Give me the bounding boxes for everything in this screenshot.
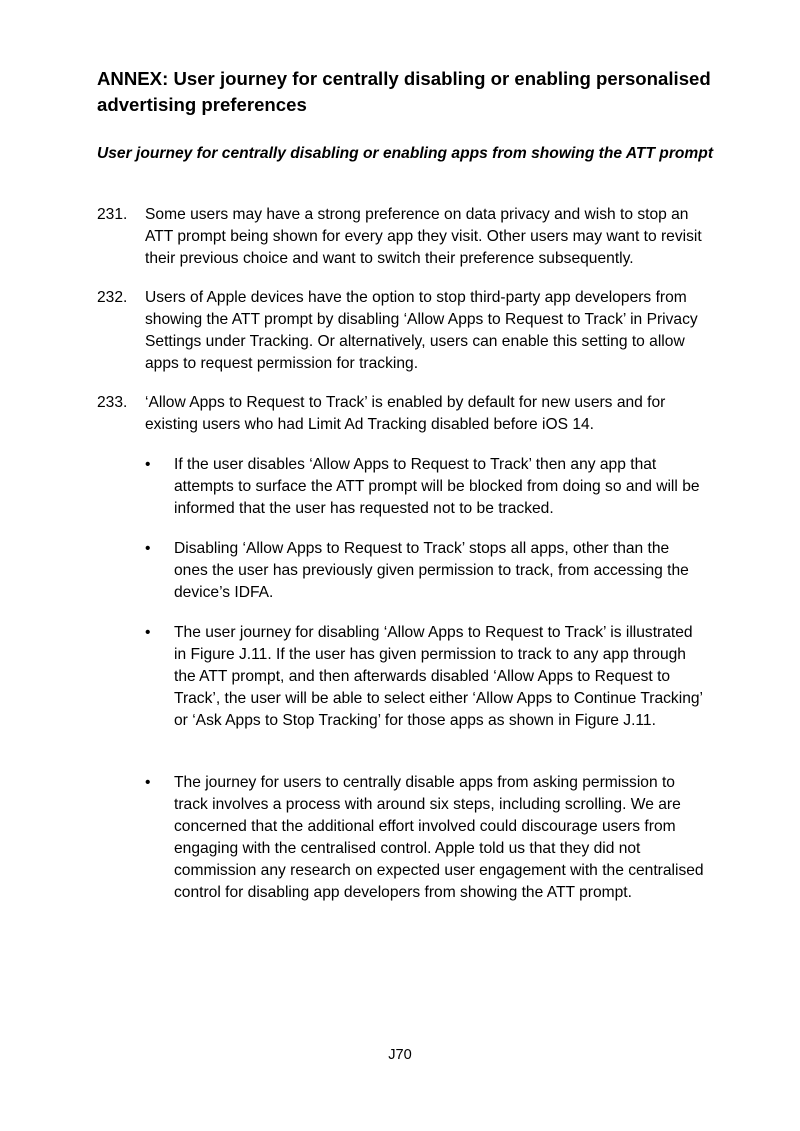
annex-title: ANNEX: User journey for centrally disabling or enabling personalised advertising preferences <box>97 68 711 115</box>
bullet-icon: • <box>145 774 151 791</box>
section-heading: User journey for centrally disabling or enabling apps from showing the ATT prompt <box>97 145 714 162</box>
bullet-text: The journey for users to centrally disable apps from asking permission to track involves a process with around six steps, including scrolling. We are concerned that the additional effort involved could discourage users from engaging with the centralised control. Apple told us that they did not commission any research on expected user engagement with the centralised control for disabling app developers from showing the ATT prompt. <box>174 774 704 901</box>
bullet-icon: • <box>145 540 151 557</box>
paragraph-number: 231. <box>97 206 128 223</box>
paragraph-text: Users of Apple devices have the option to stop third-party app developers from showing the ATT prompt by disabling ‘Allow Apps to Request to Track’ in Privacy Settings under Tracking. Or alternatively, users can enable this setting to allow apps to request permission for tracking. <box>145 289 698 372</box>
bullet-text: If the user disables ‘Allow Apps to Request to Track’ then any app that attempts to surface the ATT prompt will be blocked from doing so and will be informed that the user has requested not to be tracked. <box>174 456 700 517</box>
bullet-text: Disabling ‘Allow Apps to Request to Track’ stops all apps, other than the ones the user has previously given permission to track, from accessing the device’s IDFA. <box>174 540 689 601</box>
bullet-icon: • <box>145 624 151 641</box>
paragraph-number: 233. <box>97 394 128 411</box>
paragraph-text: Some users may have a strong preference on data privacy and wish to stop an ATT prompt being shown for every app they visit. Other users may want to revisit their previous choice and want to switch their preference subsequently. <box>145 206 702 267</box>
paragraph-number: 232. <box>97 289 128 306</box>
bullet-text: The user journey for disabling ‘Allow Apps to Request to Track’ is illustrated in Figure J.11. If the user has given permission to track to any app through the ATT prompt, and then afterwards disabled ‘Allow Apps to Request to Track’, the user will be able to select either ‘Allow Apps to Continue Tracking’ or ‘Ask Apps to Stop Tracking’ for those apps as shown in Figure J.11. <box>174 624 703 729</box>
page-number: J70 <box>388 1047 412 1063</box>
paragraph-text: ‘Allow Apps to Request to Track’ is enabled by default for new users and for existing users who had Limit Ad Tracking disabled before iOS 14. <box>145 394 666 433</box>
bullet-icon: • <box>145 456 151 473</box>
